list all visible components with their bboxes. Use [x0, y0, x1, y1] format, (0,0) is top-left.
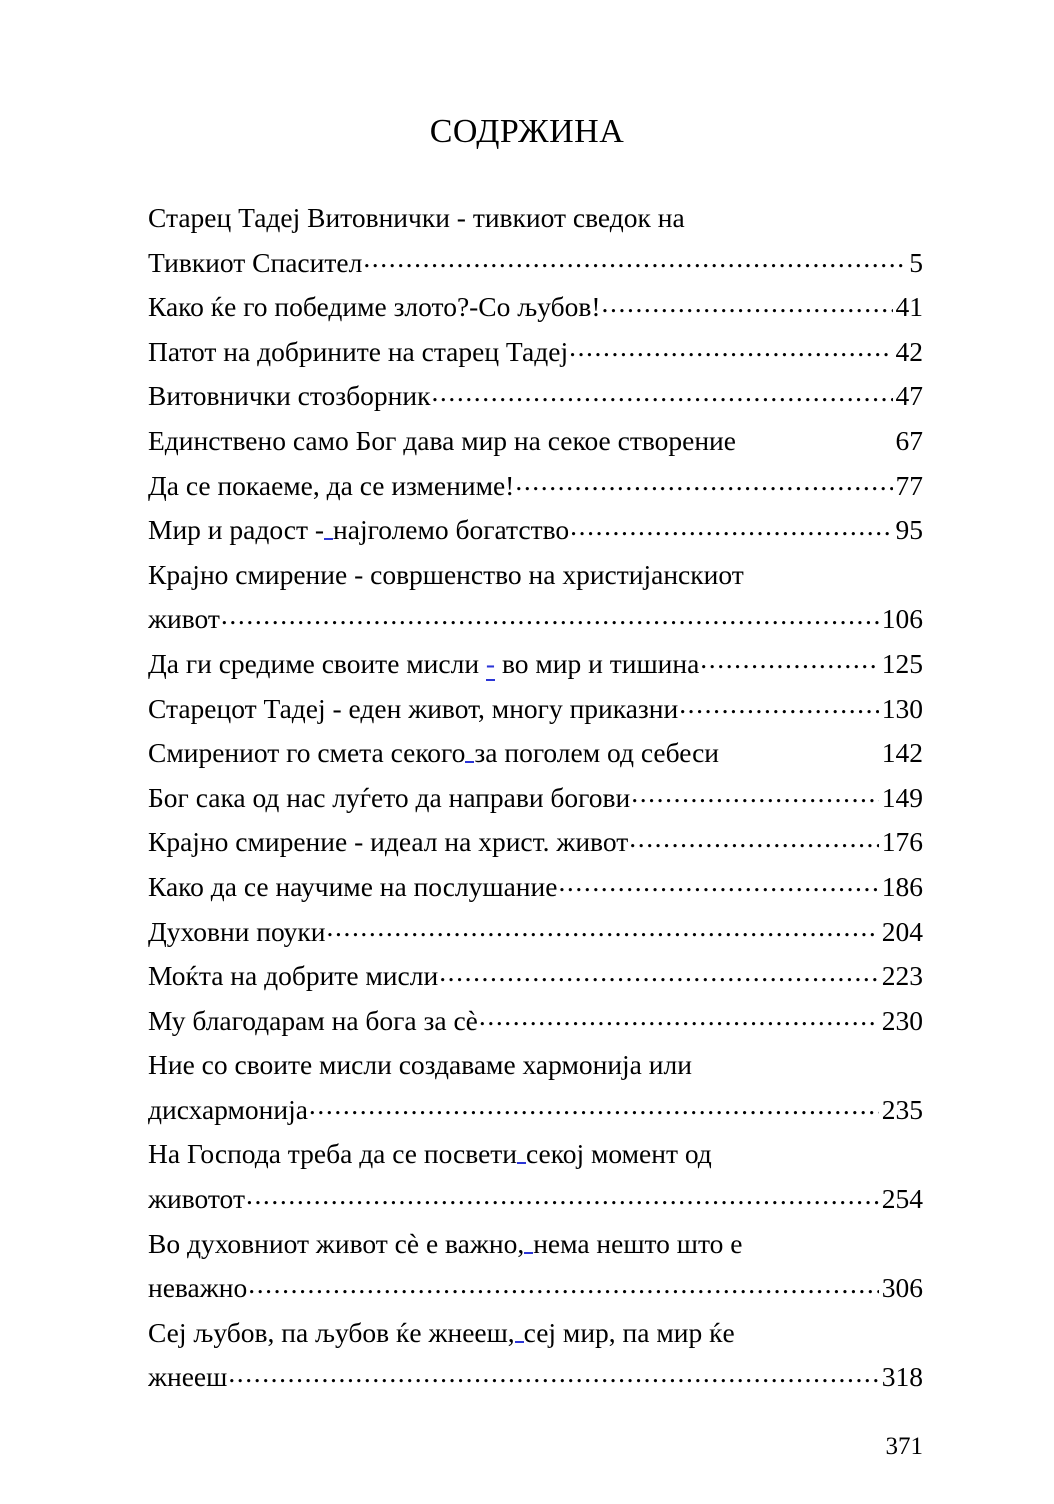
toc-entry-line [148, 687, 923, 732]
toc-entry-list [148, 196, 923, 1400]
toc-page-number: 67 [895, 424, 923, 456]
dot-leader [363, 244, 906, 272]
toc-entry[interactable] [148, 1043, 923, 1132]
toc-page-number: 47 [895, 380, 923, 412]
toc-page-number: 306 [881, 1272, 923, 1304]
toc-entry-line [148, 285, 923, 330]
toc-entry-line-wrapped [148, 196, 923, 241]
toc-entry-line [148, 910, 923, 955]
toc-entry[interactable] [148, 374, 923, 419]
toc-entry-title: Смирениот го смета секого за поголем од себеси [148, 737, 720, 769]
toc-entry[interactable] [148, 954, 923, 999]
toc-entry[interactable] [148, 1222, 923, 1311]
toc-entry[interactable] [148, 419, 923, 464]
dot-leader [248, 1270, 879, 1298]
toc-entry[interactable] [148, 330, 923, 375]
toc-entry[interactable] [148, 285, 923, 330]
spellcheck-mark [524, 1252, 533, 1254]
toc-entry-title: Сеј љубов, па љубов ќе жнееш, сеј мир, па мир ќе [148, 1316, 735, 1348]
toc-entry-title: Патот на добрините на старец Тадеј [148, 335, 569, 367]
spellcheck-mark [517, 1162, 526, 1164]
toc-page-number: 142 [881, 737, 923, 769]
dot-leader [629, 824, 879, 852]
toc-page-number: 130 [881, 692, 923, 724]
toc-entry-title: дисхармонија [148, 1093, 308, 1125]
dot-leader [693, 1047, 922, 1075]
toc-entry-title: Ние со своите мисли создаваме хармонија или [148, 1049, 692, 1081]
dot-leader [713, 1136, 922, 1164]
toc-entry-line [148, 1266, 923, 1311]
toc-entry-line [148, 999, 923, 1044]
toc-entry-line [148, 776, 923, 821]
toc-page-number: 254 [881, 1183, 923, 1215]
toc-page-number: 95 [895, 514, 923, 546]
dot-leader [515, 467, 892, 495]
folio-page-number: 371 [885, 1433, 923, 1460]
spellcheck-mark [465, 761, 474, 763]
dot-leader [700, 645, 878, 673]
toc-entry[interactable] [148, 508, 923, 553]
toc-entry-line [148, 1088, 923, 1133]
dot-leader [570, 512, 892, 540]
toc-page-number: 125 [881, 647, 923, 679]
page-title: СОДРЖИНА [429, 112, 625, 150]
toc-entry-title: Единствено само Бог дава мир на секое створение [148, 424, 736, 456]
dot-leader [246, 1181, 879, 1209]
toc-entry-line [148, 731, 923, 776]
dot-leader [479, 1002, 879, 1030]
toc-entry-line-wrapped [148, 1043, 923, 1088]
toc-entry-line [148, 508, 923, 553]
toc-entry[interactable] [148, 865, 923, 910]
toc-entry[interactable] [148, 687, 923, 732]
dot-leader [309, 1091, 879, 1119]
toc-entry-line [148, 820, 923, 865]
toc-entry-line-wrapped [148, 1222, 923, 1267]
spellcheck-mark [515, 1341, 524, 1343]
toc-page-number: 106 [881, 603, 923, 635]
toc-entry-title: живот [148, 603, 220, 635]
dot-leader [745, 556, 922, 584]
toc-entry-title: Бог сака од нас луѓето да направи богови [148, 781, 631, 813]
toc-entry-title: Му благодарам на бога за сѐ [148, 1004, 478, 1036]
spellcheck-mark: - [485, 647, 496, 679]
toc-entry-line [148, 954, 923, 999]
dot-leader [327, 913, 879, 941]
dot-leader [686, 200, 922, 228]
toc-entry-title: Мир и радост - најголемо богатство [148, 514, 570, 546]
dot-leader [736, 422, 894, 450]
toc-entry-title: Како да се научиме на послушание [148, 870, 558, 902]
toc-entry-line [148, 1355, 923, 1400]
toc-entry-title: Во духовниот живот сѐ е важно, нема нешто што е [148, 1227, 743, 1259]
toc-entry[interactable] [148, 1132, 923, 1221]
toc-entry-title: неважно [148, 1272, 248, 1304]
dot-leader [602, 289, 893, 317]
toc-entry-line [148, 419, 923, 464]
dot-leader [558, 868, 878, 896]
toc-page-number: 149 [881, 781, 923, 813]
toc-entry-title: Да се покаеме, да се измениме! [148, 469, 515, 501]
toc-entry-line [148, 1177, 923, 1222]
toc-entry-title: Витовнички стозборник [148, 380, 431, 412]
toc-entry-title: Духовни поуки [148, 915, 326, 947]
dot-leader [679, 690, 879, 718]
toc-page-number: 77 [895, 469, 923, 501]
dot-leader [736, 1314, 922, 1342]
toc-entry-title: Крајно смирение - идеал на христ. живот [148, 826, 629, 858]
toc-entry-line [148, 464, 923, 509]
toc-entry[interactable] [148, 1311, 923, 1400]
toc-entry-title: Моќта на добрите мисли [148, 960, 439, 992]
toc-entry-line [148, 865, 923, 910]
toc-entry[interactable] [148, 731, 923, 776]
dot-leader [221, 601, 879, 629]
toc-entry-title: Како ќе го победиме злото?-Со љубов! [148, 291, 601, 323]
toc-entry-line [148, 642, 923, 687]
toc-page-number: 235 [881, 1093, 923, 1125]
dot-leader [431, 378, 892, 406]
toc-entry-title: Старец Тадеј Витовнички - тивкиот сведок на [148, 202, 685, 233]
dot-leader [719, 735, 880, 763]
toc-page-number: 318 [881, 1361, 923, 1393]
toc-entry[interactable] [148, 196, 923, 285]
dot-leader [743, 1225, 922, 1253]
toc-page-number: 223 [881, 960, 923, 992]
toc-entry[interactable] [148, 910, 923, 955]
toc-page-number: 41 [895, 291, 923, 323]
spellcheck-mark [324, 538, 333, 540]
toc-entry[interactable] [148, 642, 923, 687]
toc-entry-line [148, 374, 923, 419]
toc-entry-title: Старецот Тадеј - еден живот, многу приказни [148, 692, 679, 724]
toc-entry-title: Да ги средиме своите мисли - во мир и тишина [148, 647, 700, 679]
toc-entry-line [148, 330, 923, 375]
dot-leader [439, 958, 879, 986]
toc-entry-line-wrapped [148, 553, 923, 598]
toc-entry-line [148, 597, 923, 642]
dot-leader [228, 1359, 878, 1387]
toc-page-number: 204 [881, 915, 923, 947]
toc-entry[interactable] [148, 464, 923, 509]
toc-entry-title: На Господа треба да се посвети секој момент од [148, 1138, 712, 1170]
toc-entry[interactable] [148, 776, 923, 821]
toc-entry-line [148, 241, 923, 286]
toc-entry-title: Крајно смирение - совршенство на христијанскиот [148, 558, 744, 590]
toc-entry-title: животот [148, 1183, 245, 1215]
toc-entry-title: Тивкиот Спасител [148, 246, 363, 278]
dot-leader [631, 779, 879, 807]
dot-leader [569, 333, 892, 361]
toc-page-number: 230 [881, 1004, 923, 1036]
toc-entry-title: жнееш [148, 1361, 228, 1393]
toc-page-number: 42 [895, 335, 923, 367]
toc-entry[interactable] [148, 999, 923, 1044]
toc-page-number: 176 [881, 826, 923, 858]
toc-entry[interactable] [148, 820, 923, 865]
toc-page-number: 5 [909, 246, 923, 278]
toc-page-number: 186 [881, 870, 923, 902]
toc-entry-line-wrapped [148, 1311, 923, 1356]
toc-entry-line-wrapped [148, 1132, 923, 1177]
toc-entry[interactable] [148, 553, 923, 642]
